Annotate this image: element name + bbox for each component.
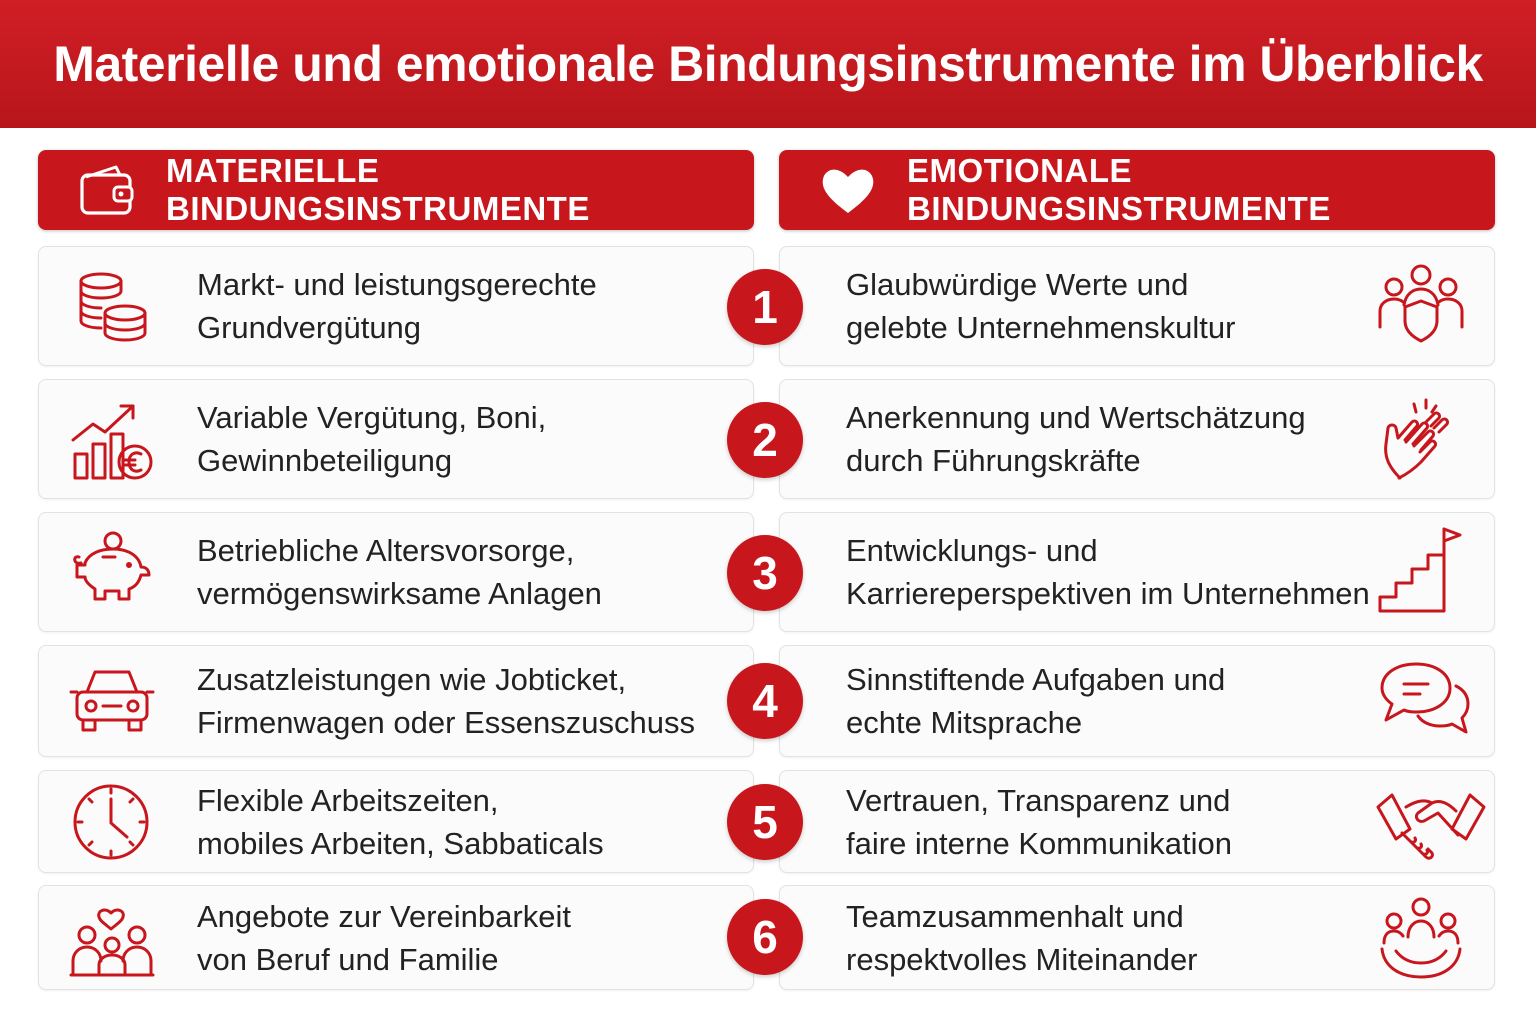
emotional-card-5 xyxy=(779,770,1495,873)
page-title: Materielle und emotionale Bindungsinstrumente im Überblick xyxy=(53,36,1483,92)
materiell-card-6-text: Angebote zur Vereinbarkeit von Beruf und Familie xyxy=(197,898,571,977)
emotional-card-3 xyxy=(779,512,1495,632)
growth-chart-euro-icon xyxy=(67,394,157,484)
car-icon xyxy=(67,656,157,746)
materiell-card-3-text: Betriebliche Altersvorsorge, vermögenswirksame Anlagen xyxy=(197,533,602,611)
coins-icon xyxy=(67,261,157,351)
handshake-icon xyxy=(1376,777,1466,867)
emotional-card-1 xyxy=(779,246,1495,366)
wallet-icon xyxy=(78,161,136,219)
emotional-card-1-text: Glaubwürdige Werte und gelebte Unternehmenskultur xyxy=(846,267,1236,345)
emotional-card-5-text: Vertrauen, Transparenz und faire interne Kommunikation xyxy=(846,782,1232,861)
emotionale-header-title: EMOTIONALE BINDUNGSINSTRUMENTE xyxy=(907,152,1331,227)
materielle-header xyxy=(38,150,754,230)
number-badge-6: 6 xyxy=(727,899,803,975)
emotional-card-4 xyxy=(779,645,1495,757)
materielle-header-title: MATERIELLE BINDUNGSINSTRUMENTE xyxy=(166,152,590,227)
materiell-card-1-text: Markt- und leistungsgerechte Grundvergütung xyxy=(197,267,597,345)
emotional-card-6 xyxy=(779,885,1495,990)
materiell-card-2-text: Variable Vergütung, Boni, Gewinnbeteiligung xyxy=(197,400,547,478)
number-badge-3: 3 xyxy=(727,535,803,611)
materiell-card-4-text: Zusatzleistungen wie Jobticket, Firmenwagen oder Essenszuschuss xyxy=(197,662,695,740)
number-badge-1: 1 xyxy=(727,269,803,345)
clapping-hands-icon xyxy=(1376,394,1466,484)
materiell-card-5-text: Flexible Arbeitszeiten, mobiles Arbeiten, Sabbaticals xyxy=(197,782,604,861)
piggy-bank-icon xyxy=(67,527,157,617)
emotionale-header xyxy=(779,150,1495,230)
chat-bubbles-icon xyxy=(1376,656,1466,746)
materiell-card-1 xyxy=(38,246,754,366)
materiell-card-2 xyxy=(38,379,754,499)
emotional-card-6-text: Teamzusammenhalt und respektvolles Miteinander xyxy=(846,898,1198,977)
materiell-card-6 xyxy=(38,885,754,990)
emotional-card-2 xyxy=(779,379,1495,499)
family-icon xyxy=(67,893,157,983)
team-shield-icon xyxy=(1376,261,1466,351)
team-circle-icon xyxy=(1376,893,1466,983)
materiell-card-3 xyxy=(38,512,754,632)
number-badge-4: 4 xyxy=(727,663,803,739)
clock-icon xyxy=(67,777,157,867)
heart-icon xyxy=(819,161,877,219)
materiell-card-5 xyxy=(38,770,754,873)
number-badge-5: 5 xyxy=(727,784,803,860)
materiell-card-4 xyxy=(38,645,754,757)
emotional-card-3-text: Entwicklungs- und Karriereperspektiven im Unternehmen xyxy=(846,533,1370,611)
emotional-card-4-text: Sinnstiftende Aufgaben und echte Mitsprache xyxy=(846,662,1226,740)
title-banner xyxy=(0,0,1536,128)
emotional-card-2-text: Anerkennung und Wertschätzung durch Führungskräfte xyxy=(846,400,1306,478)
number-badge-2: 2 xyxy=(727,402,803,478)
stairs-flag-icon xyxy=(1376,527,1466,617)
